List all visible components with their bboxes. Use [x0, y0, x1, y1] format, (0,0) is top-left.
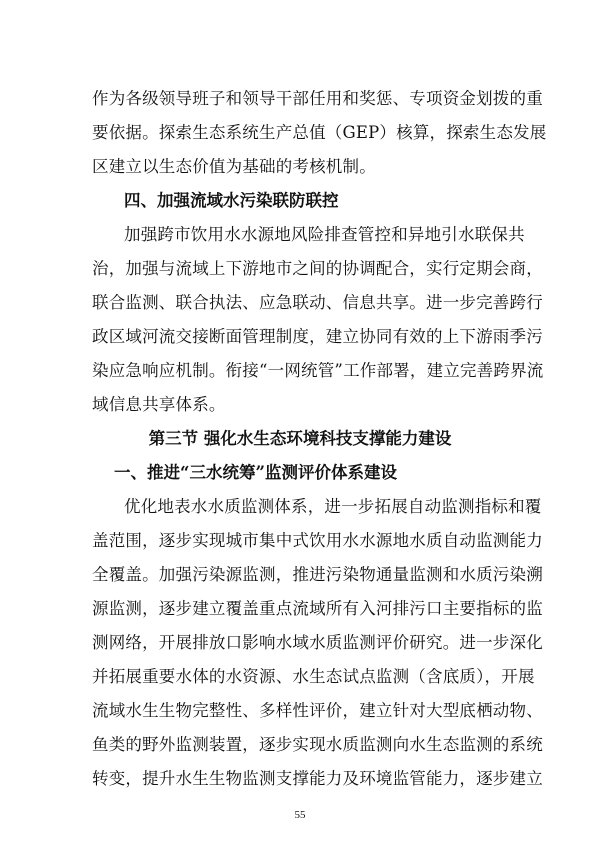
paragraph-4-line-1: 加强跨市饮用水水源地风险排查管控和异地引水联保共 — [124, 225, 525, 244]
paragraph-cont-line-1: 作为各级领导班子和领导干部任用和奖惩、专项资金划拨的重 — [92, 89, 543, 108]
paragraph-1-line-8: 鱼类的野外监测装置，逐步实现水质监测向水生态监测的系统 — [92, 735, 543, 754]
paragraph-cont-line-2: 要依据。探索生态系统生产总值（GEP）核算，探索生态发展 — [92, 123, 547, 142]
paragraph-1-line-1: 优化地表水水质监测体系，进一步拓展自动监测指标和覆 — [124, 497, 542, 516]
paragraph-4-line-6: 域信息共享体系。 — [92, 395, 226, 414]
paragraph-1-line-5: 测网络，开展排放口影响水域水质监测评价研究。进一步深化 — [92, 633, 543, 652]
section-title: 第三节 强化水生态环境科技支撑能力建设 — [148, 429, 452, 448]
paragraph-4-line-2: 治，加强与流域上下游地市之间的协调配合，实行定期会商， — [92, 259, 543, 278]
paragraph-1-line-6: 并拓展重要水体的水资源、水生态试点监测（含底质），开展 — [92, 667, 535, 686]
paragraph-1-line-3: 全覆盖。加强污染源监测，推进污染物通量监测和水质污染溯 — [92, 565, 543, 584]
paragraph-4-line-5: 染应急响应机制。衔接“一网统管”工作部署，建立完善跨界流 — [92, 361, 544, 380]
paragraph-1-line-9: 转变，提升水生生物监测支撑能力及环境监管能力，逐步建立 — [92, 769, 543, 788]
paragraph-4-line-4: 政区域河流交接断面管理制度，建立协同有效的上下游雨季污 — [92, 327, 543, 346]
paragraph-cont-line-3: 区建立以生态价值为基础的考核机制。 — [92, 157, 376, 176]
paragraph-1-line-7: 流域水生生物完整性、多样性评价，建立针对大型底栖动物、 — [92, 701, 543, 720]
paragraph-4-line-3: 联合监测、联合执法、应急联动、信息共享。进一步完善跨行 — [92, 293, 543, 312]
heading-item-1: 一、推进“三水统筹”监测评价体系建设 — [114, 463, 397, 482]
paragraph-1-line-2: 盖范围，逐步实现城市集中式饮用水水源地水质自动监测能力 — [92, 531, 543, 550]
heading-section-4: 四、加强流域水污染联防联控 — [124, 191, 339, 210]
page-number: 55 — [294, 809, 306, 821]
paragraph-1-line-4: 源监测，逐步建立覆盖重点流域所有入河排污口主要指标的监 — [92, 599, 543, 618]
